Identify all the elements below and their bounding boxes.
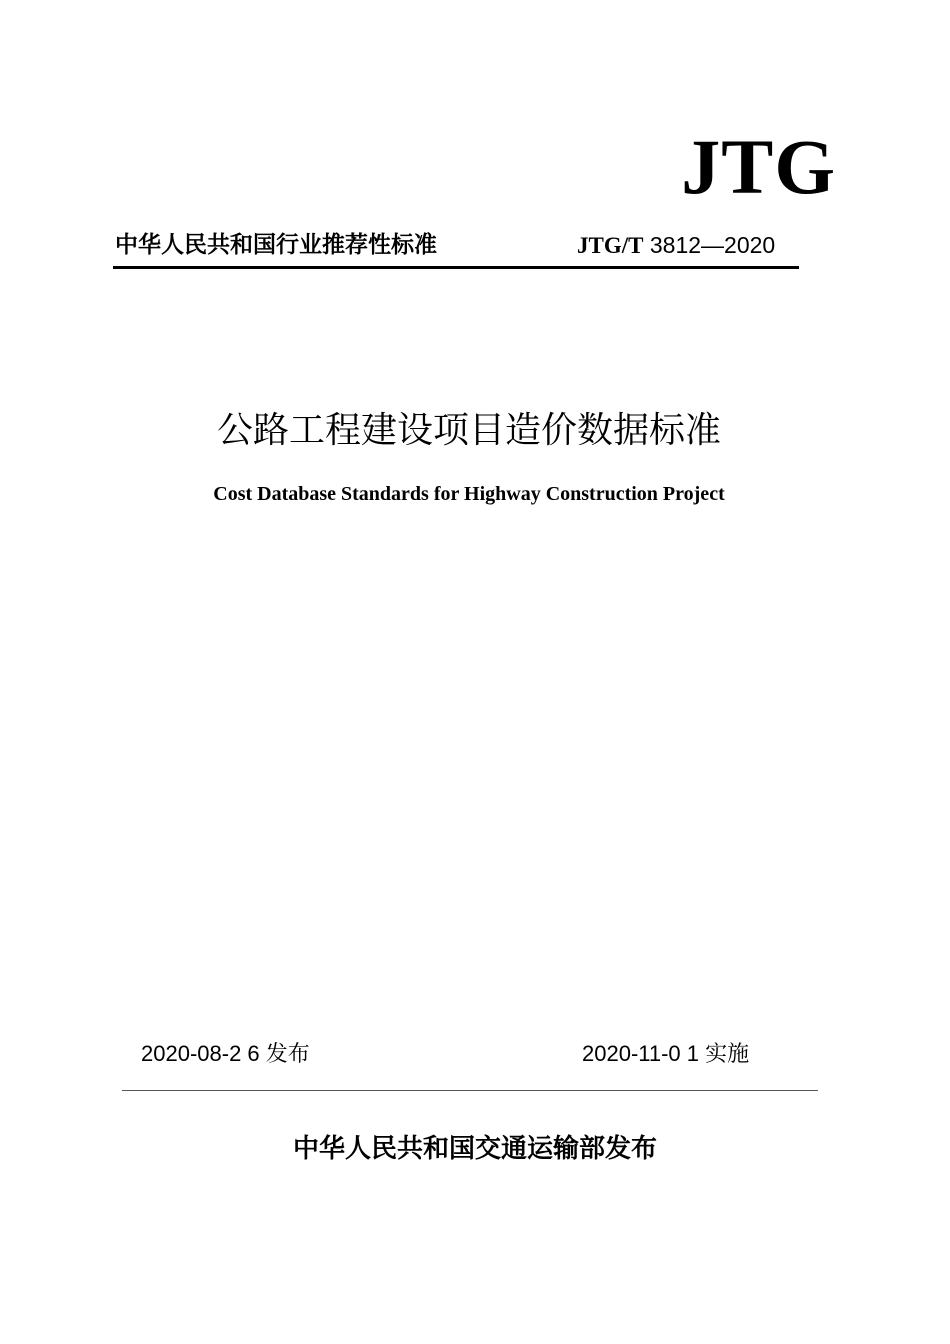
- standard-category: 中华人民共和国行业推荐性标准: [115, 232, 437, 258]
- publisher: 中华人民共和国交通运输部发布: [292, 1134, 657, 1164]
- page-title-chinese: 公路工程建设项目造价数据标准: [216, 410, 721, 451]
- header-divider: [113, 266, 799, 269]
- effective-date: 2020-11-0 1 实施: [582, 1041, 750, 1066]
- standard-code: [577, 230, 775, 261]
- issue-date: 2020-08-2 6 发布: [141, 1041, 310, 1066]
- standard-code-number: 3812—2020: [649, 232, 776, 258]
- footer-divider: [122, 1090, 818, 1091]
- standard-code-prefix: JTG/T: [577, 233, 644, 258]
- jtg-logo: JTG: [681, 123, 836, 210]
- page-title-english: Cost Database Standards for Highway Construction Project: [213, 483, 725, 505]
